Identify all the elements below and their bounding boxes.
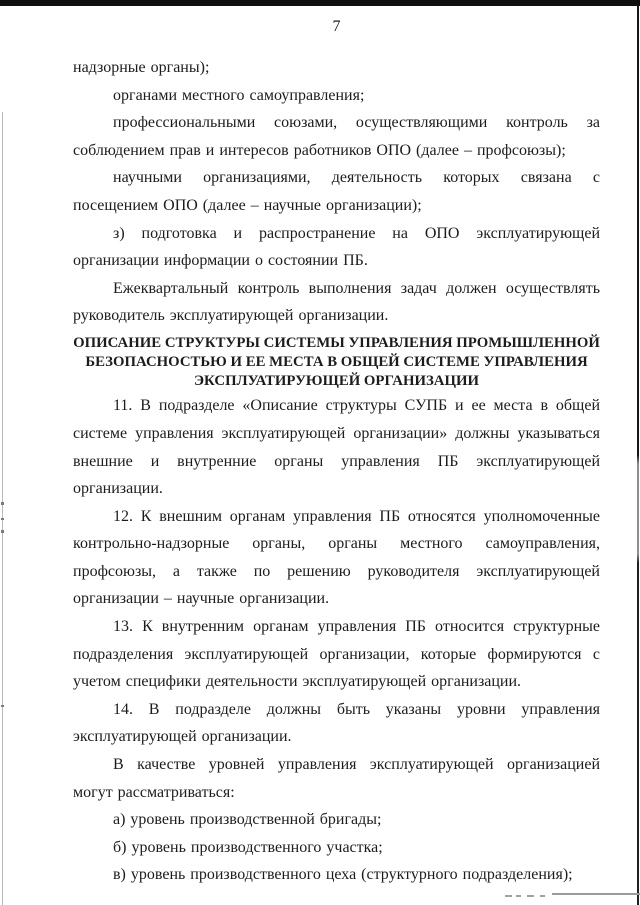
section-heading-line: ОПИСАНИЕ СТРУКТУРЫ СИСТЕМЫ УПРАВЛЕНИЯ ПРОМЫШЛЕННОЙ [73, 334, 600, 351]
paragraph: 11. В подразделе «Описание структуры СУПБ и ее места в общей системе управления эксплуатирующей организации» должны указываться внешние и внутренние органы управления ПБ эксплуатирующей организации. [73, 397, 600, 498]
paragraph: 13. К внутренним органам управления ПБ относится структурные подразделения эксплуатирующей организации, которые формируются с учетом специфики деятельности эксплуатирующей организации. [73, 618, 600, 691]
scan-edge-left [2, 112, 3, 905]
scan-mark-dash [516, 895, 521, 897]
scan-speck [1, 518, 4, 520]
paragraph: 12. К внешним органам управления ПБ относятся уполномоченные контрольно-надзорные органы, органы местного самоуправления, профсоюзы, а также по решению руководителя эксплуатирующей организации – научные организации. [73, 507, 600, 608]
paragraph-list-item: а) уровень производственной бригады; [113, 811, 382, 829]
paragraph: з) подготовка и распространение на ОПО эксплуатирующей организации информации о состоянии ПБ. [73, 224, 600, 270]
paragraph: профессиональными союзами, осуществляющими контроль за соблюдением прав и интересов работников ОПО (далее – профсоюзы); [73, 114, 600, 159]
scan-speck [1, 705, 4, 707]
paragraph: В качестве уровней управления эксплуатирующей организацией могут рассматриваться: [73, 756, 600, 801]
section-heading [73, 334, 600, 390]
paragraph-list-item: б) уровень производственного участка; [113, 838, 383, 856]
scan-edge-top [0, 0, 640, 6]
scan-speck [1, 530, 4, 533]
scan-speck [1, 502, 4, 505]
scan-mark-dash [505, 895, 512, 897]
section-heading-line: БЕЗОПАСНОСТЬЮ И ЕЕ МЕСТА В ОБЩЕЙ СИСТЕМЕ УПРАВЛЕНИЯ [85, 353, 588, 370]
body-text [73, 54, 600, 889]
scan-mark-bottom [552, 893, 640, 895]
section-heading-line: ЭКСПЛУАТИРУЮЩЕЙ ОРГАНИЗАЦИИ [193, 372, 479, 389]
paragraph: научными организациями, деятельность которых связана с посещением ОПО (далее – научные организации); [73, 169, 600, 214]
page-number: 7 [332, 18, 341, 35]
paragraph: органами местного самоуправления; [113, 86, 365, 104]
scan-edge-right [637, 5, 639, 905]
paragraph: Ежеквартальный контроль выполнения задач должен осуществлять руководитель эксплуатирующей организации. [73, 279, 600, 325]
paragraph-list-item: в) уровень производственного цеха (структурного подразделения); [113, 866, 573, 884]
scan-mark-dash [527, 895, 534, 897]
paragraph: надзорные органы); [73, 59, 210, 76]
scan-mark-dash [540, 895, 545, 897]
paragraph: 14. В подразделе должны быть указаны уровни управления эксплуатирующей организации. [73, 700, 600, 746]
